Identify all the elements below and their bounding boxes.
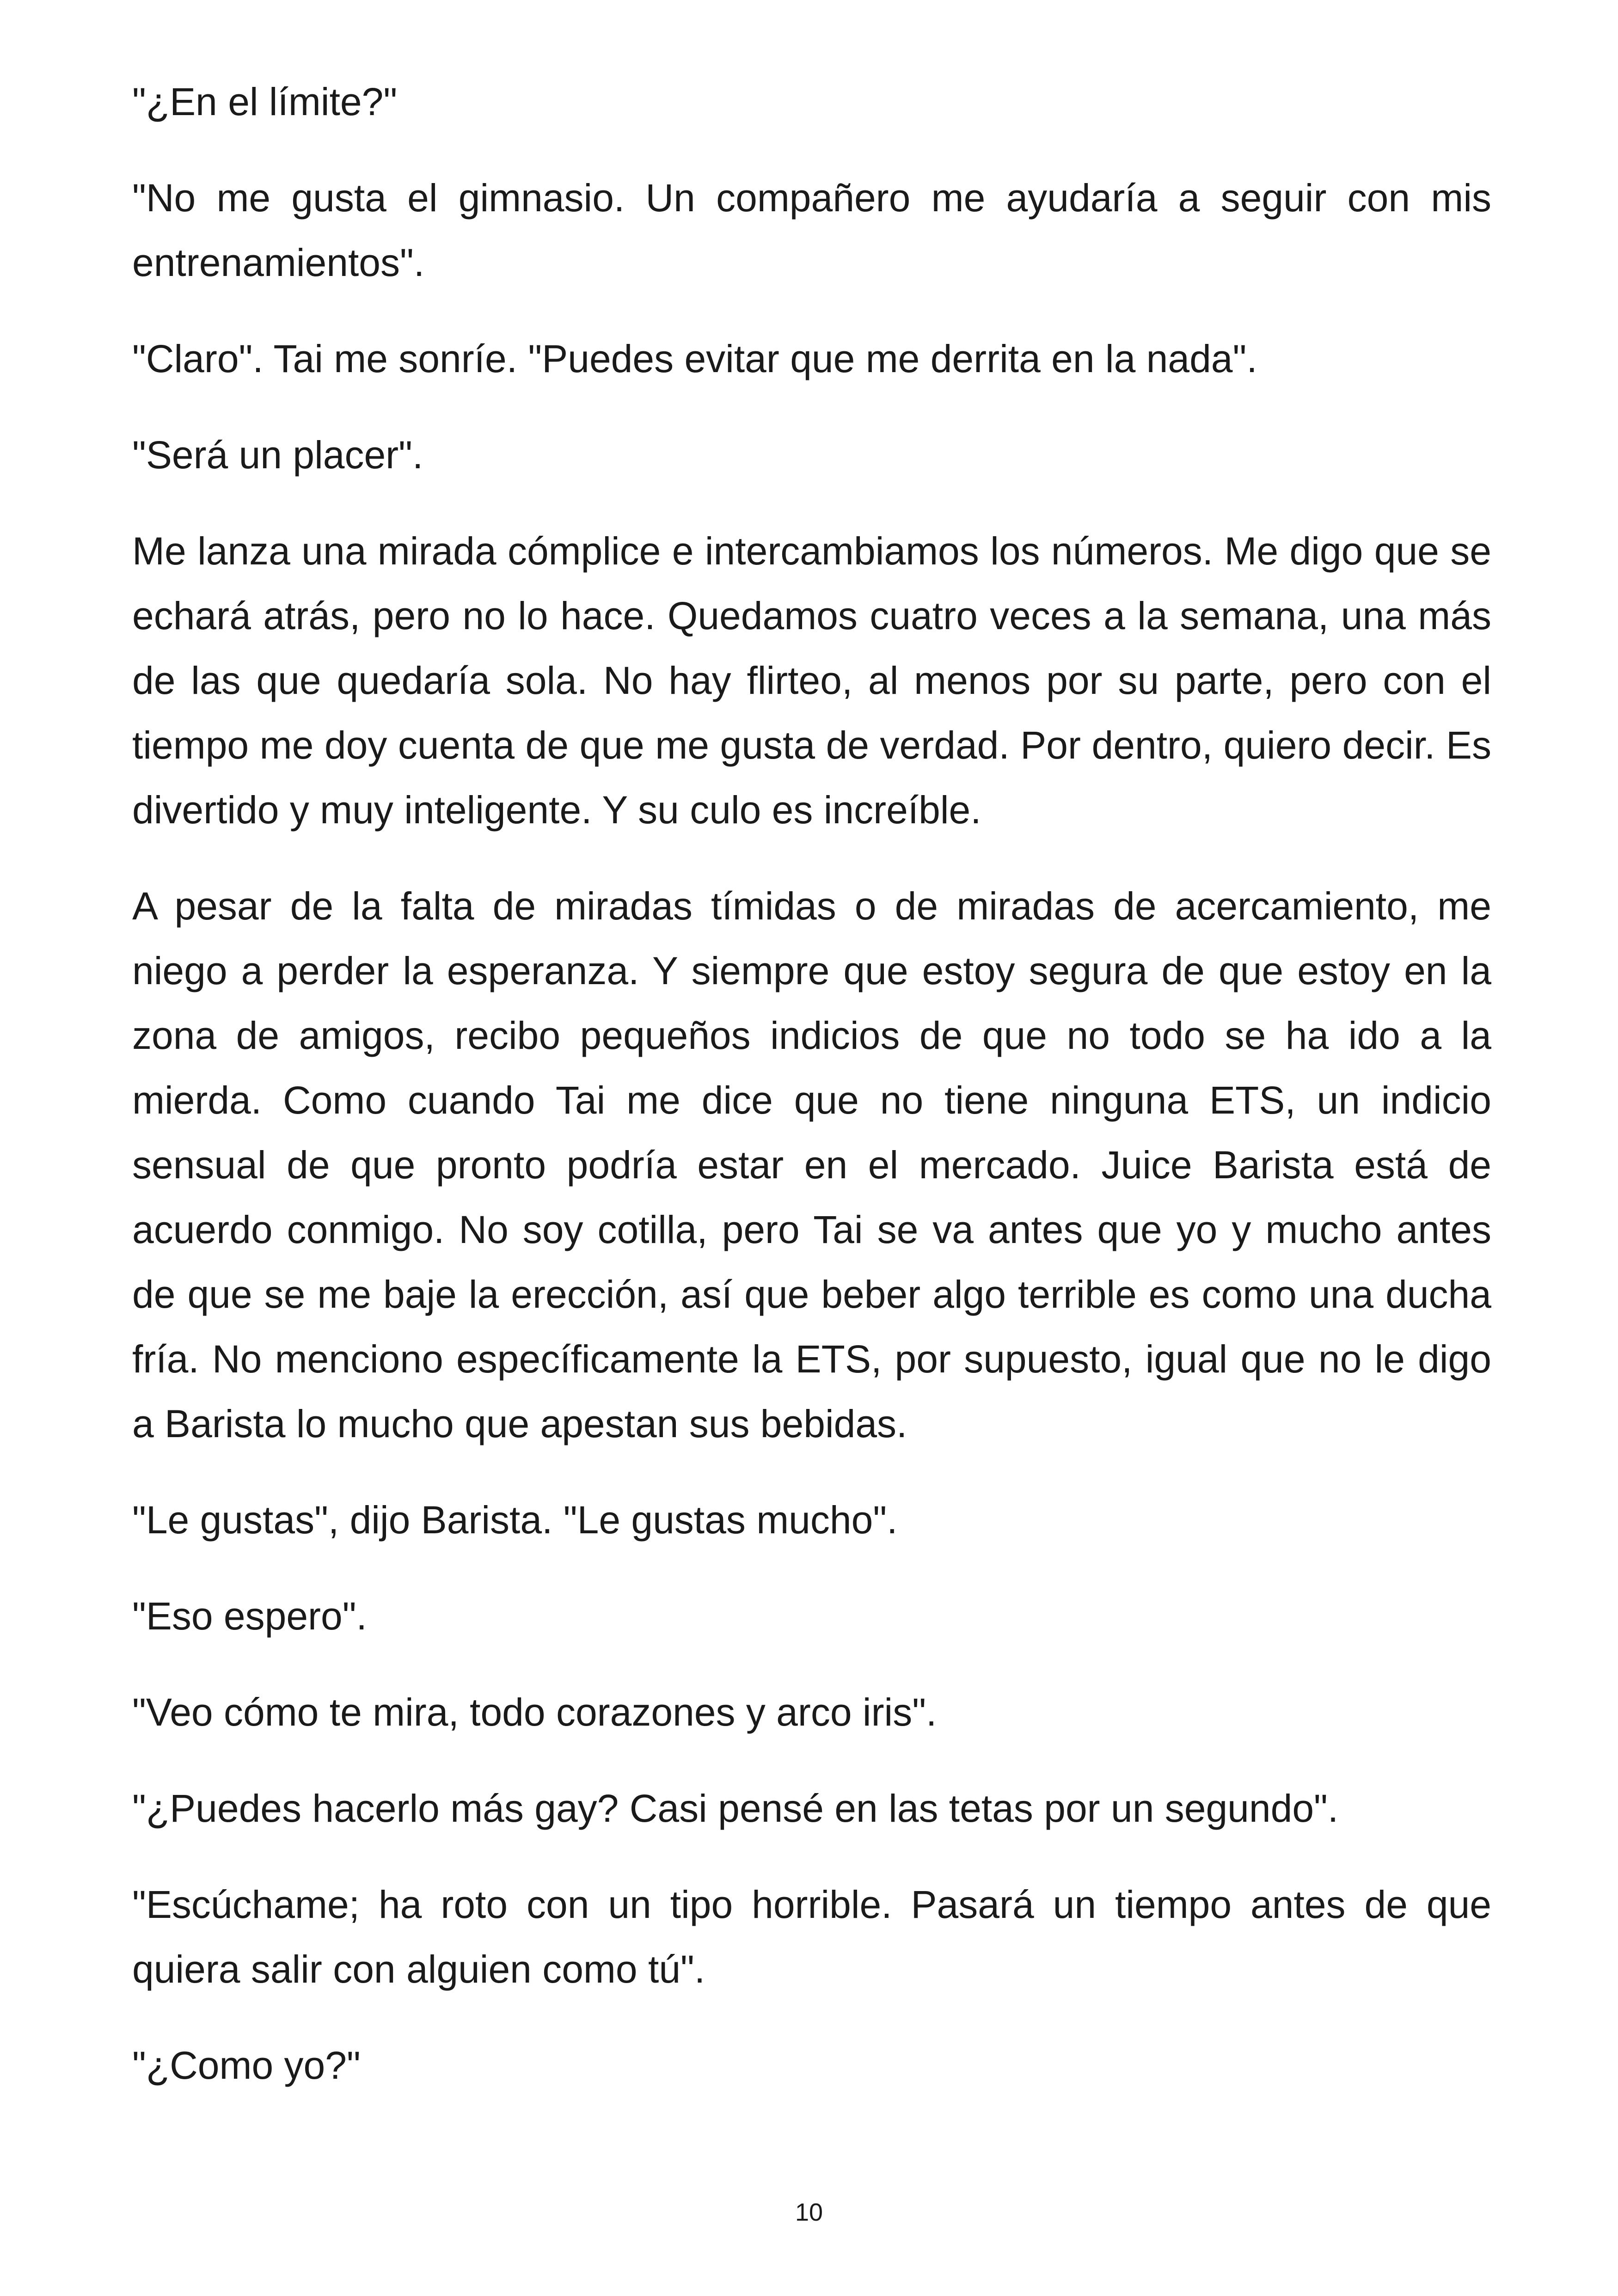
paragraph: Me lanza una mirada cómplice e intercambiamos los números. Me digo que se echará atrás, pero no lo hace. Quedamos cuatro veces a la semana, una más de las que quedaría sola. No hay flirteo, al menos por su parte, pero con el tiempo me doy cuenta de que me gusta de verdad. Por dentro, quiero decir. Es divertido y muy inteligente. Y su culo es increíble. [132,529,1491,832]
paragraph: "Eso espero". [132,1594,367,1638]
paragraph: "No me gusta el gimnasio. Un compañero me ayudaría a seguir con mis entrenamientos". [132,176,1491,284]
paragraph: "Veo cómo te mira, todo corazones y arco iris". [132,1690,937,1734]
paragraph: "¿Puedes hacerlo más gay? Casi pensé en las tetas por un segundo". [132,1787,1339,1830]
paragraph: "¿En el límite?" [132,80,398,123]
page-number: 10 [795,2198,823,2226]
paragraph: "Claro". Tai me sonríe. "Puedes evitar que me derrita en la nada". [132,337,1257,380]
body-text [132,69,1491,2129]
paragraph: "¿Como yo?" [132,2044,361,2087]
paragraph: "Será un placer". [132,433,423,477]
paragraph: "Le gustas", dijo Barista. "Le gustas mucho". [132,1498,898,1542]
paragraph: A pesar de la falta de miradas tímidas o de miradas de acercamiento, me niego a perder la esperanza. Y siempre que estoy segura de que estoy en la zona de amigos, recibo pequeños indicios de que no todo se ha ido a la mierda. Como cuando Tai me dice que no tiene ninguna ETS, un indicio sensual de que pronto podría estar en el mercado. Juice Barista está de acuerdo conmigo. No soy cotilla, pero Tai se va antes que yo y mucho antes de que se me baje la erección, así que beber algo terrible es como una ducha fría. No menciono específicamente la ETS, por supuesto, igual que no le digo a Barista lo mucho que apestan sus bebidas. [132,884,1491,1445]
paragraph: "Escúchame; ha roto con un tipo horrible. Pasará un tiempo antes de que quiera salir con alguien como tú". [132,1883,1491,1991]
